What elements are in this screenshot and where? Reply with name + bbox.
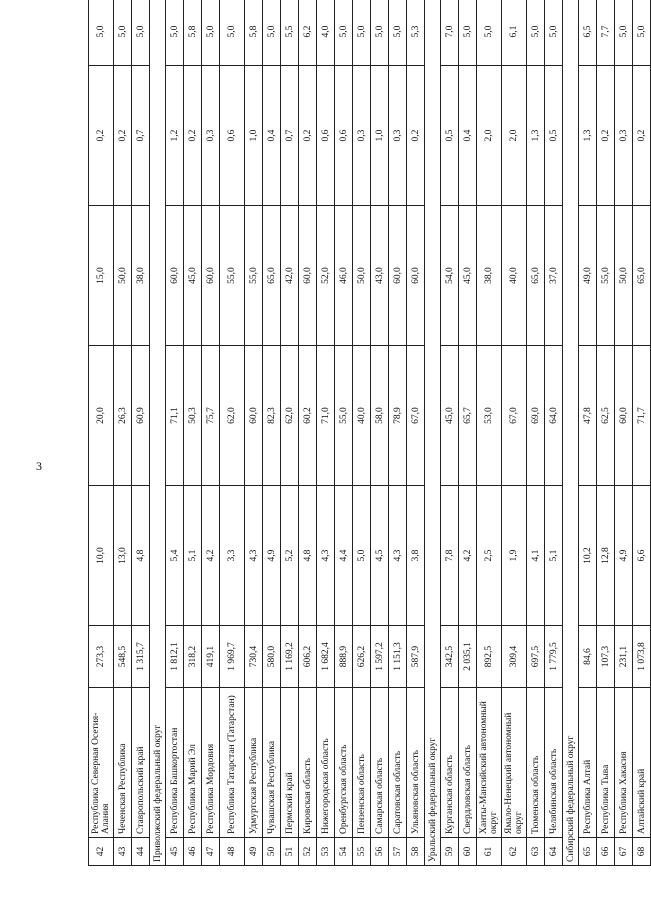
- table-row: [263, 0, 281, 866]
- region-name: Республика Мордовия: [202, 688, 220, 838]
- region-data-table: [88, 0, 651, 866]
- value-col-2: 4,2: [459, 486, 477, 626]
- row-number: 43: [114, 838, 132, 866]
- value-col-6: 5,0: [389, 0, 407, 66]
- value-col-2: 5,2: [281, 486, 299, 626]
- value-col-3: 67,0: [502, 346, 527, 486]
- section-title: Сибирский федеральный округ: [563, 0, 579, 866]
- row-number: 62: [502, 838, 527, 866]
- value-col-2: 1,9: [502, 486, 527, 626]
- region-name: Удмуртская Республика: [245, 688, 263, 838]
- value-col-5: 0,2: [299, 66, 317, 206]
- value-col-5: 0,7: [132, 66, 150, 206]
- row-number: 65: [579, 838, 597, 866]
- value-col-4: 50,0: [615, 206, 633, 346]
- value-col-6: 6,1: [502, 0, 527, 66]
- value-col-3: 26,3: [114, 346, 132, 486]
- region-name: Республика Тыва: [597, 688, 615, 838]
- value-col-5: 1,0: [245, 66, 263, 206]
- table-row: [407, 0, 425, 866]
- value-col-5: 0,6: [317, 66, 335, 206]
- value-col-3: 60,9: [132, 346, 150, 486]
- value-col-1: 606,2: [299, 626, 317, 688]
- region-name: Республика Хакасия: [615, 688, 633, 838]
- value-col-6: 5,0: [527, 0, 545, 66]
- value-col-3: 60,0: [245, 346, 263, 486]
- region-name: Алтайский край: [633, 688, 651, 838]
- value-col-5: 1,3: [527, 66, 545, 206]
- row-number: 66: [597, 838, 615, 866]
- table-row: [371, 0, 389, 866]
- region-name: Кировская область: [299, 688, 317, 838]
- table-row: [132, 0, 150, 866]
- value-col-5: 0,2: [633, 66, 651, 206]
- table-row: [281, 0, 299, 866]
- value-col-4: 60,0: [166, 206, 184, 346]
- row-number: 57: [389, 838, 407, 866]
- value-col-4: 60,0: [407, 206, 425, 346]
- value-col-3: 55,0: [335, 346, 353, 486]
- value-col-2: 3,8: [407, 486, 425, 626]
- region-name: Республика Алтай: [579, 688, 597, 838]
- value-col-6: 5,0: [633, 0, 651, 66]
- value-col-4: 45,0: [459, 206, 477, 346]
- value-col-5: 0,4: [459, 66, 477, 206]
- table-row: [89, 0, 114, 866]
- section-row: [150, 0, 166, 866]
- table-row: [317, 0, 335, 866]
- value-col-6: 5,0: [263, 0, 281, 66]
- value-col-2: 4,9: [263, 486, 281, 626]
- region-name: Тюменская область: [527, 688, 545, 838]
- value-col-5: 0,2: [597, 66, 615, 206]
- value-col-1: 1 597,2: [371, 626, 389, 688]
- value-col-1: 1 779,5: [545, 626, 563, 688]
- value-col-1: 626,2: [353, 626, 371, 688]
- value-col-2: 4,8: [132, 486, 150, 626]
- value-col-3: 75,7: [202, 346, 220, 486]
- value-col-6: 5,8: [184, 0, 202, 66]
- section-row: [425, 0, 441, 866]
- value-col-4: 65,0: [633, 206, 651, 346]
- row-number: 64: [545, 838, 563, 866]
- value-col-3: 71,7: [633, 346, 651, 486]
- value-col-3: 53,0: [477, 346, 502, 486]
- value-col-2: 5,4: [166, 486, 184, 626]
- value-col-4: 60,0: [389, 206, 407, 346]
- value-col-6: 5,0: [615, 0, 633, 66]
- value-col-3: 67,0: [407, 346, 425, 486]
- value-col-5: 2,0: [502, 66, 527, 206]
- value-col-6: 5,0: [89, 0, 114, 66]
- row-number: 53: [317, 838, 335, 866]
- region-name: Ханты-Мансийский автономный округ: [477, 688, 502, 838]
- value-col-6: 7,0: [441, 0, 459, 66]
- table-row: [353, 0, 371, 866]
- value-col-1: 1 073,8: [633, 626, 651, 688]
- region-name: Саратовская область: [389, 688, 407, 838]
- value-col-4: 40,0: [502, 206, 527, 346]
- value-col-1: 84,6: [579, 626, 597, 688]
- value-col-5: 1,0: [371, 66, 389, 206]
- table-row: [220, 0, 245, 866]
- value-col-3: 82,3: [263, 346, 281, 486]
- region-name: Челябинская область: [545, 688, 563, 838]
- section-title: Уральский федеральный округ: [425, 0, 441, 866]
- value-col-6: 5,0: [166, 0, 184, 66]
- value-col-4: 42,0: [281, 206, 299, 346]
- row-number: 45: [166, 838, 184, 866]
- value-col-4: 45,0: [184, 206, 202, 346]
- value-col-2: 4,4: [335, 486, 353, 626]
- value-col-2: 3,3: [220, 486, 245, 626]
- table-row: [184, 0, 202, 866]
- value-col-4: 65,0: [263, 206, 281, 346]
- value-col-3: 71,1: [166, 346, 184, 486]
- value-col-5: 0,3: [353, 66, 371, 206]
- value-col-4: 54,0: [441, 206, 459, 346]
- value-col-4: 52,0: [317, 206, 335, 346]
- table-row: [114, 0, 132, 866]
- row-number: 50: [263, 838, 281, 866]
- row-number: 52: [299, 838, 317, 866]
- region-name: Свердловская область: [459, 688, 477, 838]
- row-number: 48: [220, 838, 245, 866]
- value-col-4: 49,0: [579, 206, 597, 346]
- row-number: 59: [441, 838, 459, 866]
- value-col-5: 2,0: [477, 66, 502, 206]
- value-col-6: 7,7: [597, 0, 615, 66]
- region-name: Республика Марий Эл: [184, 688, 202, 838]
- value-col-3: 58,0: [371, 346, 389, 486]
- value-col-1: 273,3: [89, 626, 114, 688]
- value-col-1: 1 969,7: [220, 626, 245, 688]
- value-col-2: 7,8: [441, 486, 459, 626]
- value-col-2: 2,5: [477, 486, 502, 626]
- value-col-5: 0,5: [441, 66, 459, 206]
- value-col-4: 38,0: [477, 206, 502, 346]
- value-col-2: 4,9: [615, 486, 633, 626]
- value-col-4: 65,0: [527, 206, 545, 346]
- table-row: [459, 0, 477, 866]
- table-row: [615, 0, 633, 866]
- value-col-4: 15,0: [89, 206, 114, 346]
- region-name: Ямало-Ненецкий автономный округ: [502, 688, 527, 838]
- row-number: 56: [371, 838, 389, 866]
- value-col-5: 0,7: [281, 66, 299, 206]
- table-row: [202, 0, 220, 866]
- value-col-1: 587,9: [407, 626, 425, 688]
- table-row: [335, 0, 353, 866]
- table-row: [597, 0, 615, 866]
- row-number: 60: [459, 838, 477, 866]
- value-col-3: 62,5: [597, 346, 615, 486]
- value-col-4: 38,0: [132, 206, 150, 346]
- value-col-6: 5,0: [202, 0, 220, 66]
- value-col-1: 309,4: [502, 626, 527, 688]
- value-col-6: 5,0: [335, 0, 353, 66]
- value-col-4: 60,0: [202, 206, 220, 346]
- value-col-4: 37,0: [545, 206, 563, 346]
- value-col-4: 60,0: [299, 206, 317, 346]
- value-col-2: 4,8: [299, 486, 317, 626]
- row-number: 49: [245, 838, 263, 866]
- row-number: 63: [527, 838, 545, 866]
- row-number: 46: [184, 838, 202, 866]
- value-col-4: 50,0: [114, 206, 132, 346]
- table-row: [441, 0, 459, 866]
- table-row: [502, 0, 527, 866]
- value-col-5: 0,6: [220, 66, 245, 206]
- row-number: 44: [132, 838, 150, 866]
- region-name: Чувашская Республика: [263, 688, 281, 838]
- value-col-5: 0,3: [615, 66, 633, 206]
- value-col-2: 5,1: [184, 486, 202, 626]
- value-col-1: 318,2: [184, 626, 202, 688]
- value-col-3: 71,0: [317, 346, 335, 486]
- table-row: [527, 0, 545, 866]
- value-col-3: 78,9: [389, 346, 407, 486]
- value-col-1: 730,4: [245, 626, 263, 688]
- value-col-4: 55,0: [220, 206, 245, 346]
- table-row: [245, 0, 263, 866]
- value-col-2: 6,6: [633, 486, 651, 626]
- table-row: [545, 0, 563, 866]
- value-col-3: 47,8: [579, 346, 597, 486]
- row-number: 55: [353, 838, 371, 866]
- value-col-5: 0,2: [114, 66, 132, 206]
- value-col-6: 6,5: [579, 0, 597, 66]
- region-name: Пермский край: [281, 688, 299, 838]
- value-col-1: 107,3: [597, 626, 615, 688]
- value-col-6: 5,0: [477, 0, 502, 66]
- value-col-2: 4,1: [527, 486, 545, 626]
- table-body: [89, 0, 651, 866]
- value-col-1: 892,5: [477, 626, 502, 688]
- value-col-6: 5,3: [407, 0, 425, 66]
- value-col-5: 0,2: [407, 66, 425, 206]
- table-row: [477, 0, 502, 866]
- row-number: 47: [202, 838, 220, 866]
- row-number: 42: [89, 838, 114, 866]
- table-row: [633, 0, 651, 866]
- value-col-6: 5,0: [371, 0, 389, 66]
- value-col-6: 5,0: [545, 0, 563, 66]
- value-col-4: 55,0: [245, 206, 263, 346]
- value-col-5: 0,3: [202, 66, 220, 206]
- value-col-2: 4,2: [202, 486, 220, 626]
- value-col-3: 60,2: [299, 346, 317, 486]
- page-number: 3: [36, 459, 42, 473]
- region-name: Ульяновская область: [407, 688, 425, 838]
- value-col-5: 0,6: [335, 66, 353, 206]
- value-col-3: 64,0: [545, 346, 563, 486]
- value-col-5: 0,4: [263, 66, 281, 206]
- region-name: Республика Северная Осетия-Алания: [89, 688, 114, 838]
- value-col-3: 20,0: [89, 346, 114, 486]
- value-col-2: 5,1: [545, 486, 563, 626]
- value-col-6: 5,0: [353, 0, 371, 66]
- table-row: [579, 0, 597, 866]
- value-col-4: 55,0: [597, 206, 615, 346]
- table-row: [166, 0, 184, 866]
- value-col-1: 419,1: [202, 626, 220, 688]
- value-col-5: 1,2: [166, 66, 184, 206]
- value-col-1: 1 151,3: [389, 626, 407, 688]
- region-name: Курганская область: [441, 688, 459, 838]
- row-number: 67: [615, 838, 633, 866]
- value-col-5: 0,2: [184, 66, 202, 206]
- value-col-6: 5,0: [459, 0, 477, 66]
- value-col-2: 12,8: [597, 486, 615, 626]
- value-col-1: 548,5: [114, 626, 132, 688]
- value-col-3: 45,0: [441, 346, 459, 486]
- value-col-2: 4,5: [371, 486, 389, 626]
- value-col-1: 342,5: [441, 626, 459, 688]
- value-col-2: 4,3: [317, 486, 335, 626]
- row-number: 51: [281, 838, 299, 866]
- table-row: [299, 0, 317, 866]
- region-name: Ставропольский край: [132, 688, 150, 838]
- region-name: Самарская область: [371, 688, 389, 838]
- region-name: Пензенская область: [353, 688, 371, 838]
- value-col-3: 69,0: [527, 346, 545, 486]
- region-name: Чеченская Республика: [114, 688, 132, 838]
- value-col-4: 43,0: [371, 206, 389, 346]
- value-col-5: 1,3: [579, 66, 597, 206]
- value-col-6: 4,0: [317, 0, 335, 66]
- value-col-5: 0,3: [389, 66, 407, 206]
- value-col-1: 231,1: [615, 626, 633, 688]
- value-col-6: 5,0: [220, 0, 245, 66]
- row-number: 58: [407, 838, 425, 866]
- value-col-2: 5,0: [353, 486, 371, 626]
- value-col-3: 62,0: [281, 346, 299, 486]
- value-col-1: 697,5: [527, 626, 545, 688]
- value-col-1: 1 682,4: [317, 626, 335, 688]
- value-col-2: 10,0: [89, 486, 114, 626]
- value-col-1: 1 169,2: [281, 626, 299, 688]
- section-row: [563, 0, 579, 866]
- value-col-3: 60,0: [615, 346, 633, 486]
- value-col-1: 1 812,1: [166, 626, 184, 688]
- region-name: Оренбургская область: [335, 688, 353, 838]
- row-number: 61: [477, 838, 502, 866]
- value-col-4: 46,0: [335, 206, 353, 346]
- table-row: [389, 0, 407, 866]
- value-col-3: 65,7: [459, 346, 477, 486]
- row-number: 54: [335, 838, 353, 866]
- row-number: 68: [633, 838, 651, 866]
- value-col-5: 0,5: [545, 66, 563, 206]
- value-col-2: 4,3: [389, 486, 407, 626]
- region-name: Нижегородская область: [317, 688, 335, 838]
- value-col-6: 5,0: [114, 0, 132, 66]
- value-col-2: 4,3: [245, 486, 263, 626]
- value-col-5: 0,2: [89, 66, 114, 206]
- value-col-1: 888,9: [335, 626, 353, 688]
- value-col-3: 50,3: [184, 346, 202, 486]
- value-col-1: 2 035,1: [459, 626, 477, 688]
- value-col-2: 13,0: [114, 486, 132, 626]
- value-col-6: 5,0: [132, 0, 150, 66]
- value-col-1: 580,0: [263, 626, 281, 688]
- region-name: Республика Татарстан (Татарстан): [220, 688, 245, 838]
- value-col-3: 40,0: [353, 346, 371, 486]
- value-col-4: 50,0: [353, 206, 371, 346]
- value-col-3: 62,0: [220, 346, 245, 486]
- value-col-1: 1 315,7: [132, 626, 150, 688]
- value-col-6: 5,5: [281, 0, 299, 66]
- value-col-6: 5,8: [245, 0, 263, 66]
- value-col-2: 10,2: [579, 486, 597, 626]
- region-name: Республика Башкортостан: [166, 688, 184, 838]
- value-col-6: 6,2: [299, 0, 317, 66]
- section-title: Приволжский федеральный округ: [150, 0, 166, 866]
